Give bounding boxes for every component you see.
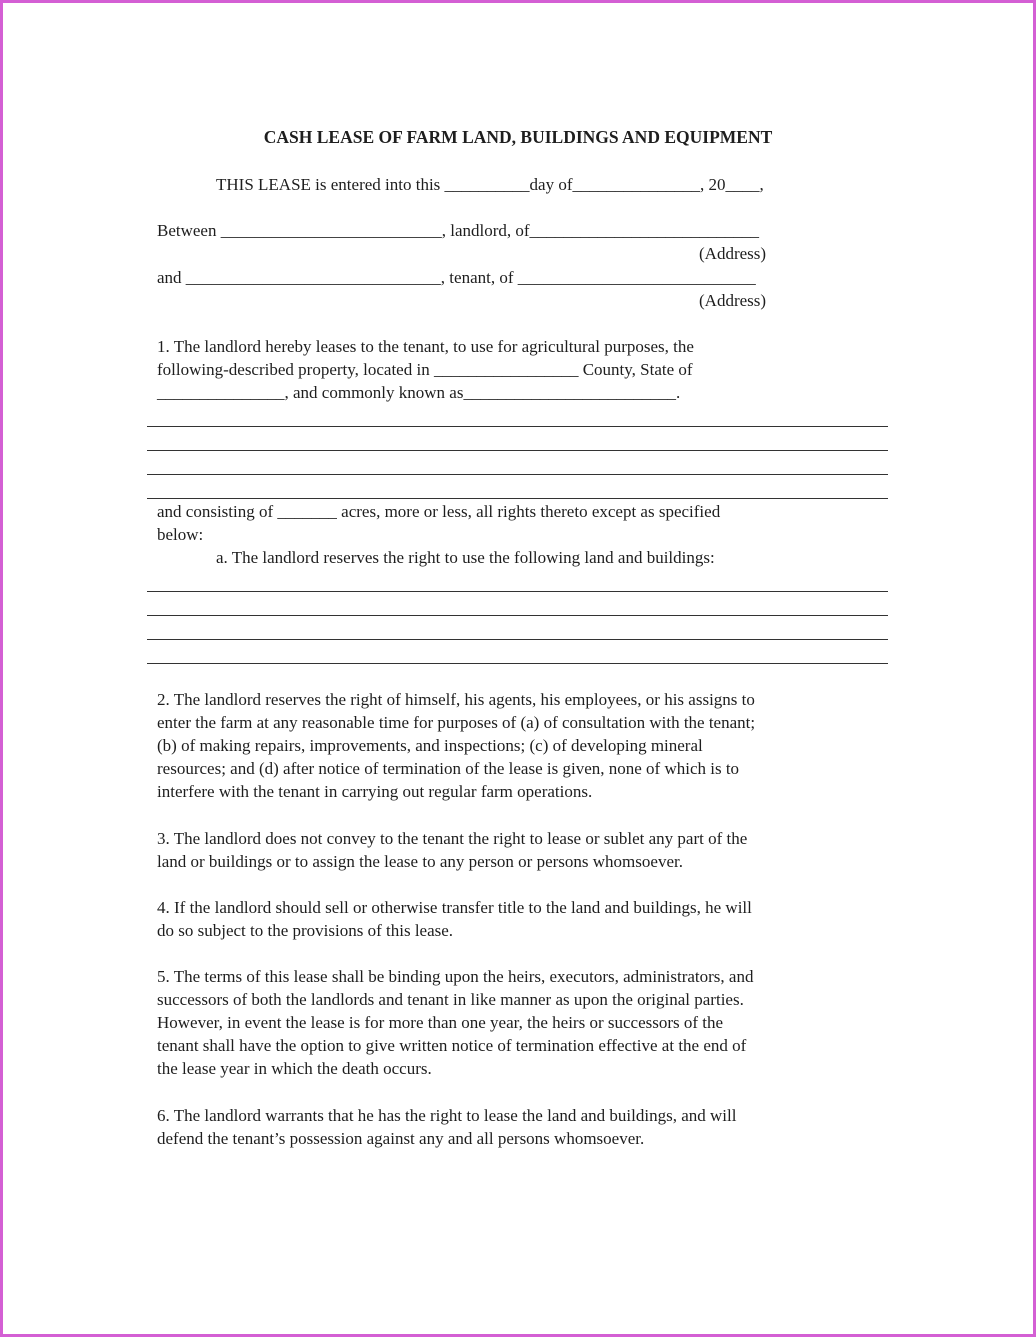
reserved-land-line-2: [147, 615, 888, 616]
property-description-line-2: [147, 450, 888, 451]
tenant-address-label: (Address): [699, 291, 767, 310]
section-4-line-1: 4. If the landlord should sell or otherwise transfer title to the land and buildings, he will: [157, 898, 752, 917]
section-2-line-1: 2. The landlord reserves the right of himself, his agents, his employees, or his assigns to: [157, 690, 755, 709]
reserved-land-line-3: [147, 639, 888, 640]
section-3-line-2: land or buildings or to assign the lease to any person or persons whomsoever.: [157, 852, 683, 871]
section-5-line-5: the lease year in which the death occurs.: [157, 1059, 432, 1078]
reserved-land-line-4: [147, 663, 888, 664]
property-description-line-4: [147, 498, 888, 499]
section-6-line-1: 6. The landlord warrants that he has the right to lease the land and buildings, and will: [157, 1106, 737, 1125]
section-1-line-2: following-described property, located in _________________ County, State of: [157, 360, 693, 379]
section-5-line-3: However, in event the lease is for more than one year, the heirs or successors of the: [157, 1013, 724, 1032]
property-description-line-1: [147, 426, 888, 427]
document-title: CASH LEASE OF FARM LAND, BUILDINGS AND EQUIPMENT: [263, 127, 773, 147]
acreage-line-1: and consisting of _______ acres, more or less, all rights thereto except as specified: [157, 502, 721, 521]
section-3-line-1: 3. The landlord does not convey to the tenant the right to lease or sublet any part of the: [157, 829, 748, 848]
section-2-line-4: resources; and (d) after notice of termination of the lease is given, none of which is to: [157, 759, 740, 778]
landlord-line: Between __________________________, landlord, of___________________________: [157, 221, 760, 240]
section-6-line-2: defend the tenant’s possession against any and all persons whomsoever.: [157, 1129, 645, 1148]
section-2-line-3: (b) of making repairs, improvements, and inspections; (c) of developing mineral: [157, 736, 703, 755]
section-2-line-5: interfere with the tenant in carrying out regular farm operations.: [157, 782, 593, 801]
reservation-a-line: a. The landlord reserves the right to use the following land and buildings:: [216, 548, 715, 567]
section-1-line-3: _______________, and commonly known as_________________________.: [157, 383, 681, 402]
section-2-line-2: enter the farm at any reasonable time for purposes of (a) of consultation with the tenant;: [157, 713, 756, 732]
section-4-line-2: do so subject to the provisions of this lease.: [157, 921, 454, 940]
section-5-line-4: tenant shall have the option to give written notice of termination effective at the end of: [157, 1036, 747, 1055]
tenant-line: and ______________________________, tenant, of ____________________________: [157, 268, 756, 287]
property-description-line-3: [147, 474, 888, 475]
acreage-line-2: below:: [157, 525, 204, 544]
section-5-line-2: successors of both the landlords and tenant in like manner as upon the original parties.: [157, 990, 744, 1009]
section-5-line-1: 5. The terms of this lease shall be binding upon the heirs, executors, administrators, and: [157, 967, 754, 986]
lease-intro-line: THIS LEASE is entered into this __________day of_______________, 20____,: [216, 175, 764, 194]
section-1-line-1: 1. The landlord hereby leases to the tenant, to use for agricultural purposes, the: [157, 337, 694, 356]
reserved-land-line-1: [147, 591, 888, 592]
landlord-address-label: (Address): [699, 244, 767, 263]
